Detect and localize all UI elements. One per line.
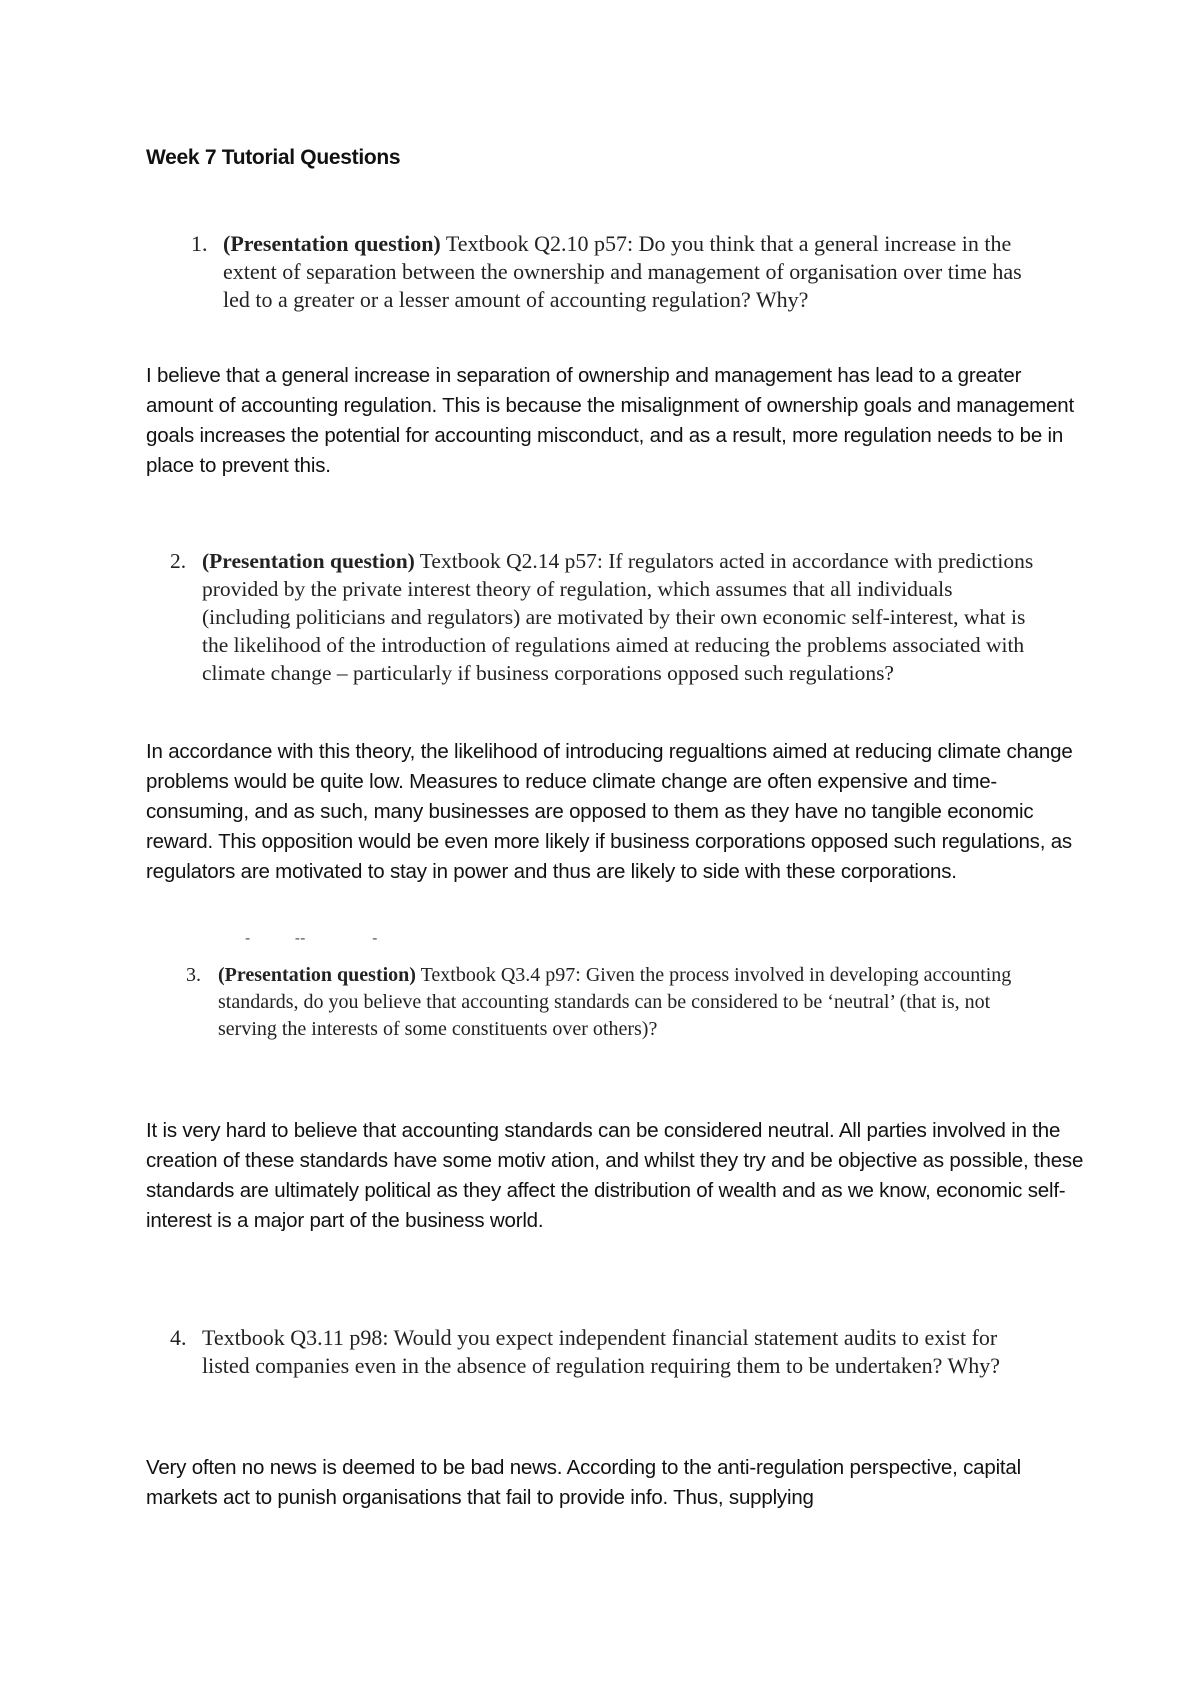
- question-tag: (Presentation question): [218, 964, 416, 986]
- question-tag: (Presentation question): [202, 549, 415, 573]
- question-text: Textbook Q3.11 p98: Would you expect independent financial statement audits to exist for listed companies even in the absence of regulation requiring them to be undertaken? Why?: [202, 1325, 1001, 1378]
- question-3: [186, 962, 1018, 1043]
- question-tag: (Presentation question): [223, 231, 441, 256]
- question-number: 3.: [186, 964, 201, 986]
- answer-1: [146, 361, 1086, 481]
- question-1: [191, 230, 1043, 314]
- question-4: [170, 1324, 1022, 1380]
- answer-2: [146, 737, 1086, 887]
- question-2: [170, 547, 1042, 687]
- answer-3: [146, 1116, 1086, 1236]
- question-number: 4.: [170, 1325, 187, 1350]
- question-number: 1.: [191, 231, 208, 256]
- separator: - -- -: [245, 930, 378, 947]
- question-number: 2.: [170, 549, 187, 573]
- question-text: Textbook Q2.10 p57: Do you think that a general increase in the extent of separation between the ownership and management of organisation over time has led to a greater or a lesser amount of accounting regulation? Why?: [223, 231, 1022, 312]
- answer-4: [146, 1453, 1086, 1513]
- page-title: Week 7 Tutorial Questions: [146, 146, 401, 169]
- question-text: Textbook Q2.14 p57: If regulators acted in accordance with predictions provided by the private interest theory of regulation, which assumes that all individuals (including politicians and regulators) are motivated by their own economic self-interest, what is the likelihood of the introduction of regulations aimed at reducing the problems associated with climate change – particularly if business corporations opposed such regulations?: [202, 549, 1034, 685]
- answer-text: I believe that a general increase in separation of ownership and management has lead to a greater amount of accounting regulation. This is because the misalignment of ownership goals and management goals increases the potential for accounting misconduct, and as a result, more regulation needs to be in place to prevent this.: [146, 364, 1074, 477]
- question-text: Textbook Q3.4 p97: Given the process involved in developing accounting standards, do you believe that accounting standards can be considered to be ‘neutral’ (that is, not serving the interests of some constituents over others)?: [218, 964, 1012, 1040]
- answer-text: Very often no news is deemed to be bad news. According to the anti-regulation perspective, capital markets act to punish organisations that fail to provide info. Thus, supplying: [146, 1456, 1021, 1509]
- answer-text: In accordance with this theory, the likelihood of introducing regualtions aimed at reducing climate change problems would be quite low. Measures to reduce climate change are often expensive and time-consuming, and as such, many businesses are opposed to them as they have no tangible economic reward. This opposition would be even more likely if business corporations opposed such regulations, as regulators are motivated to stay in power and thus are likely to side with these corporations.: [146, 740, 1073, 883]
- answer-text: It is very hard to believe that accounting standards can be considered neutral. All parties involved in the creation of these standards have some motiv ation, and whilst they try and be objective as possible, these standards are ultimately political as they affect the distribution of wealth and as we know, economic self-interest is a major part of the business world.: [146, 1119, 1084, 1232]
